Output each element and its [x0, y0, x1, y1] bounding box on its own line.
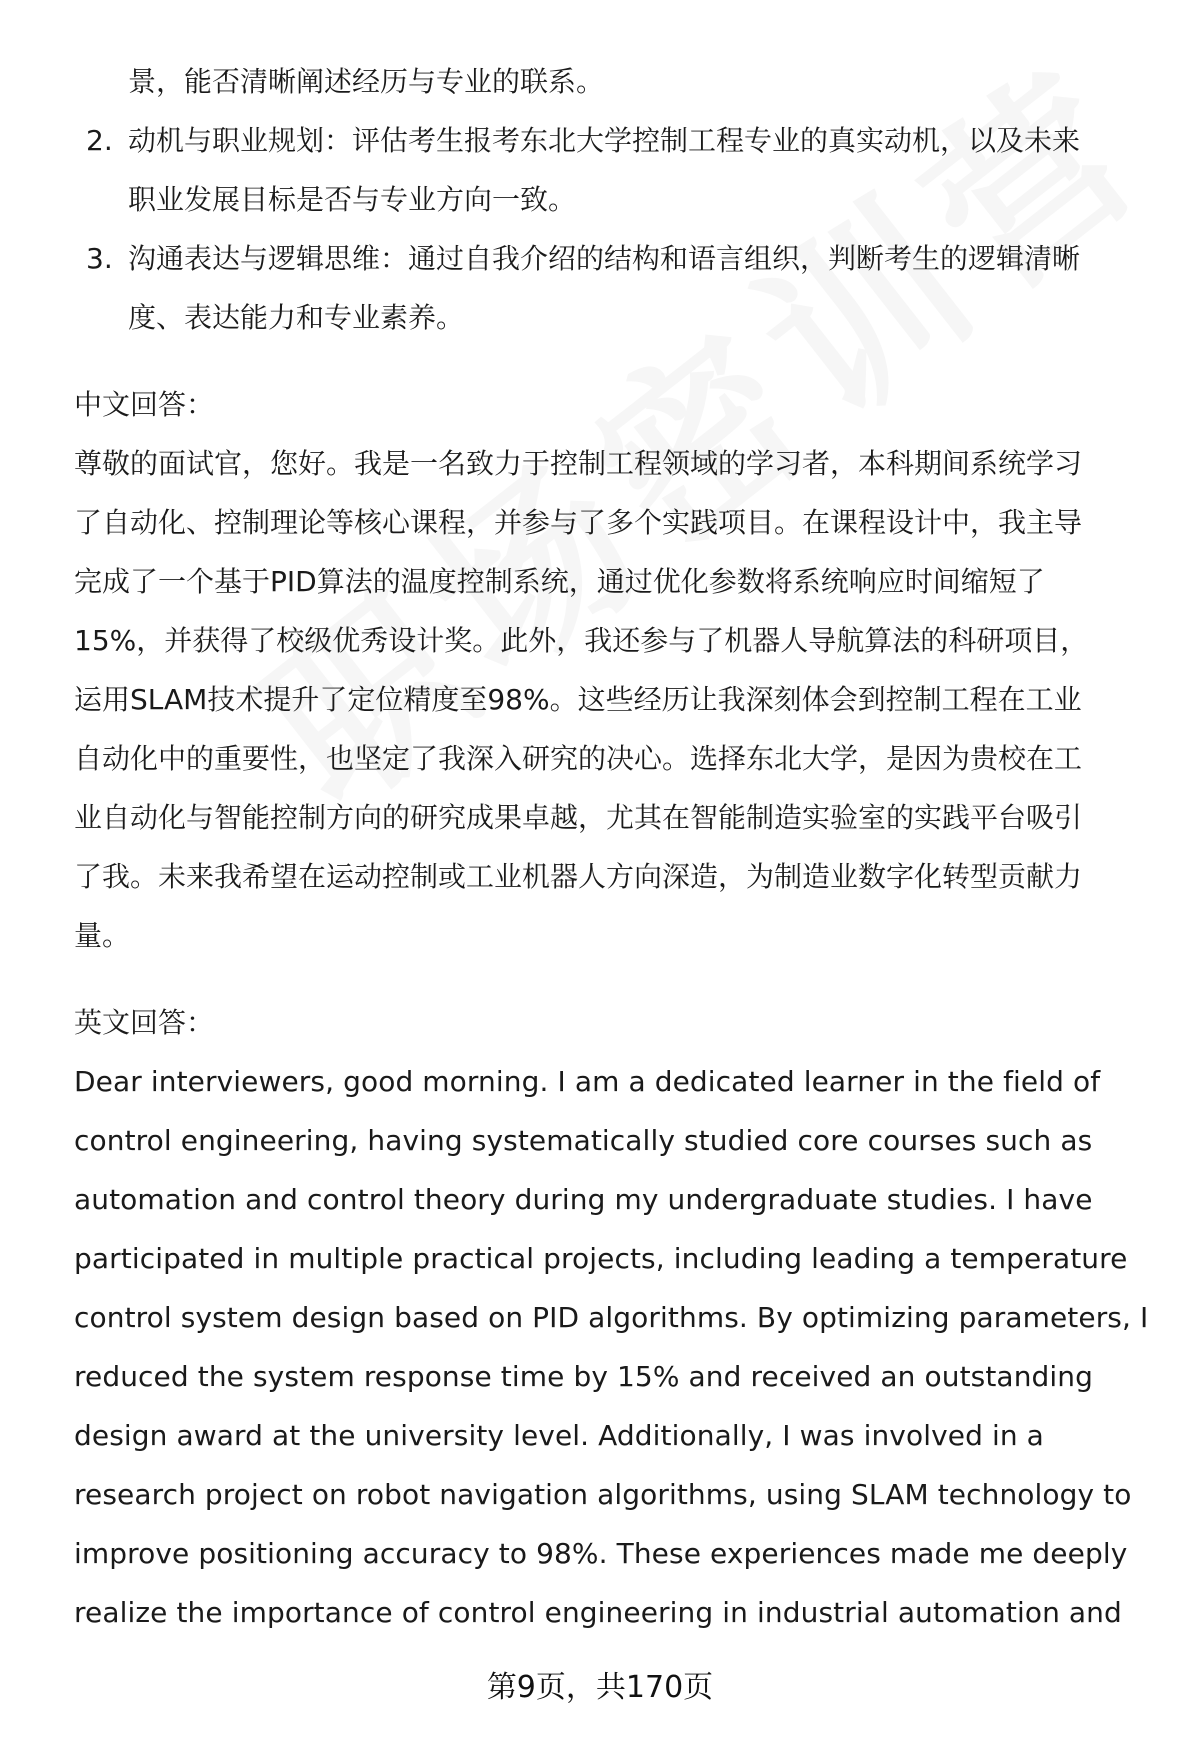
list-item: [74, 111, 1154, 229]
list-item-number: 2.: [86, 124, 113, 157]
paragraph-line: automation and control theory during my undergraduate studies. I have: [74, 1183, 1093, 1216]
paragraph-line: control system design based on PID algorithms. By optimizing parameters, I: [74, 1301, 1149, 1334]
list-item-line: 沟通表达与逻辑思维：通过自我介绍的结构和语言组织，判断考生的逻辑清晰: [128, 242, 1081, 275]
paragraph-line: realize the importance of control engineering in industrial automation and: [74, 1596, 1122, 1629]
english-answer-paragraph: [74, 1052, 1154, 1642]
paragraph-line: improve positioning accuracy to 98%. These experiences made me deeply: [74, 1537, 1128, 1570]
paragraph-line: participated in multiple practical projects, including leading a temperature: [74, 1242, 1128, 1275]
paragraph-line: control engineering, having systematically studied core courses such as: [74, 1124, 1093, 1157]
paragraph-line: 业自动化与智能控制方向的研究成果卓越，尤其在智能制造实验室的实践平台吸引: [74, 801, 1083, 834]
chinese-answer-paragraph: [74, 434, 1154, 965]
paragraph-line: reduced the system response time by 15% and received an outstanding: [74, 1360, 1094, 1393]
paragraph-line: 尊敬的面试官，您好。我是一名致力于控制工程领域的学习者，本科期间系统学习: [74, 447, 1083, 480]
paragraph-line: 自动化中的重要性，也坚定了我深入研究的决心。选择东北大学，是因为贵校在工: [74, 742, 1083, 775]
chinese-answer-heading: 中文回答：: [74, 388, 215, 421]
list-item: [74, 229, 1154, 347]
list-item-line: 动机与职业规划：评估考生报考东北大学控制工程专业的真实动机，以及未来: [128, 124, 1081, 157]
page-content: [74, 52, 1154, 1642]
list-item-line: 度、表达能力和专业素养。: [128, 301, 465, 334]
page-number-footer: 第9页，共170页: [486, 1670, 714, 1705]
paragraph-line: design award at the university level. Additionally, I was involved in a: [74, 1419, 1044, 1452]
paragraph-line: 了我。未来我希望在运动控制或工业机器人方向深造，为制造业数字化转型贡献力: [74, 860, 1083, 893]
paragraph-line: 量。: [74, 919, 131, 952]
paragraph-line: 15%，并获得了校级优秀设计奖。此外，我还参与了机器人导航算法的科研项目，: [74, 624, 1089, 657]
english-answer-heading: 英文回答：: [74, 1006, 215, 1039]
list-item-number: 3.: [86, 242, 113, 275]
paragraph-line: 了自动化、控制理论等核心课程，并参与了多个实践项目。在课程设计中，我主导: [74, 506, 1083, 539]
paragraph-line: Dear interviewers, good morning. I am a dedicated learner in the field of: [74, 1065, 1101, 1098]
paragraph-line: 运用SLAM技术提升了定位精度至98%。这些经历让我深刻体会到控制工程在工业: [74, 683, 1082, 716]
list-item-continuation: 景，能否清晰阐述经历与专业的联系。: [128, 65, 605, 98]
list-item-line: 职业发展目标是否与专业方向一致。: [128, 183, 577, 216]
paragraph-line: 完成了一个基于PID算法的温度控制系统，通过优化参数将系统响应时间缩短了: [74, 565, 1045, 598]
paragraph-line: research project on robot navigation algorithms, using SLAM technology to: [74, 1478, 1132, 1511]
